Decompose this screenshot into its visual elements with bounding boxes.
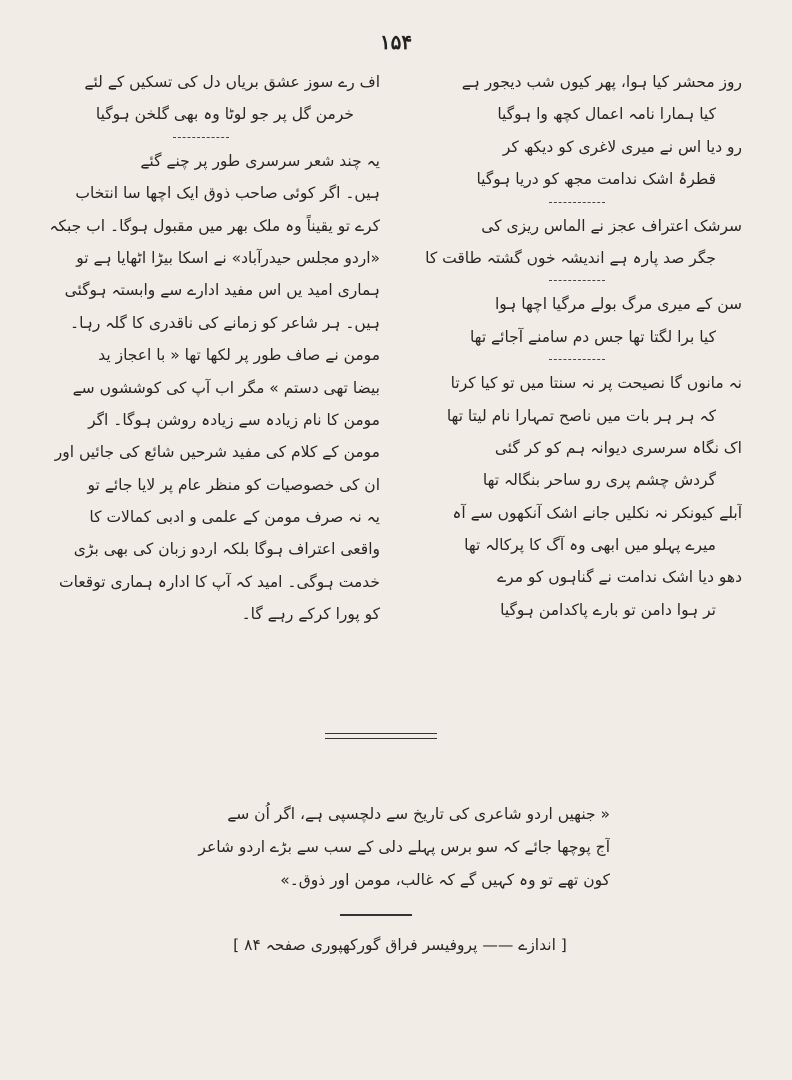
page-number: ۱۵۴ [379, 30, 413, 54]
verse-line: روز محشر کیا ہوا، پھر کیوں شب دیجور ہے [461, 73, 742, 91]
verse-line: آبلے کیونکر نہ نکلیں جانے اشک آنکھوں سے آہ [452, 503, 742, 522]
text-line: اف رے سوز عشق بریاں دل کی تسکیں کے لئے [84, 73, 380, 91]
verse-line: گردش چشم پری رو ساحر بنگالہ تھا [482, 471, 716, 490]
verse-line: کہ ہر ہر بات میں ناصح تمہارا نام لیتا تھا [446, 406, 716, 425]
verse-line: میرے پہلو میں ابھی وہ آگ کا پرکالہ تھا [464, 536, 716, 555]
text-line: کرے تو یقیناً وہ ملک بھر میں مقبول ہوگا۔ اب جبکہ [49, 216, 380, 235]
verse-line: تر ہوا دامن تو بارے پاکدامن ہوگیا [500, 600, 716, 619]
text-line: ان کی خصوصیات کو منظر عام پر لایا جائے تو [87, 475, 380, 494]
quotation-line: « جنھیں اردو شاعری کی تاریخ سے دلچسپی ہے، اگر اُن سے [227, 805, 610, 823]
text-line: خدمت ہوگی۔ امید کہ آپ کا ادارہ ہماری توقعات [59, 572, 380, 591]
text-line: مومن کا نام زیادہ سے زیادہ روشن ہوگا۔ اگر [88, 410, 380, 429]
section-divider [325, 733, 437, 739]
verse-separator [412, 274, 742, 288]
verse-line: جگر صد پارہ ہے اندیشہ خوں گشتہ طاقت کا [425, 248, 716, 267]
text-line: کو پورا کرکے رہے گا۔ [241, 605, 380, 624]
verse-separator [22, 131, 380, 145]
text-line: خرمن گل پر جو لوٹا وہ بھی گلخن ہوگیا [95, 105, 354, 124]
quotation-line: آج پوچھا جائے کہ سو برس پہلے دلی کے سب سے بڑے اردو شاعر [198, 838, 610, 856]
text-line: یہ چند شعر سرسری طور پر چنے گئے [140, 151, 380, 170]
verse-line: سرشک اعتراف عجز نے الماس ریزی کی [481, 216, 742, 235]
left-column-text [22, 66, 380, 631]
verse-line: اک نگاہ سرسری دیوانہ ہم کو کر گئی [494, 438, 742, 457]
verse-line: سن کے میری مرگ بولے مرگیا اچھا ہوا [494, 295, 742, 314]
verse-separator [412, 353, 742, 367]
text-line: مومن نے صاف طور پر لکھا تھا « با اعجاز ید [98, 346, 380, 365]
right-column-verses [412, 66, 742, 626]
text-line: ہماری امید یں اس مفید ادارے سے وابستہ ہوگئی [64, 281, 380, 300]
text-line: یہ نہ صرف مومن کے علمی و ادبی کمالات کا [89, 508, 380, 527]
quotation-block [150, 798, 610, 897]
text-line: مومن کے کلام کی مفید شرحیں شائع کی جائیں اور [54, 443, 380, 462]
text-line: ہیں۔ ہر شاعر کو زمانے کی ناقدری کا گلہ رہا۔ [70, 313, 380, 332]
quotation-rule [340, 914, 412, 916]
verse-line: دھو دیا اشک ندامت نے گناہوں کو مرے [497, 568, 742, 587]
text-line: «اردو مجلس حیدرآباد» نے اسکا بیڑا اٹھایا ہے تو [76, 248, 380, 267]
verse-separator [412, 196, 742, 210]
verse-line: کیا برا لگتا تھا جس دم سامنے آجائے تھا [469, 327, 716, 346]
text-line: ہیں۔ اگر کوئی صاحب ذوق ایک اچھا سا انتخاب [75, 184, 380, 203]
verse-line: نہ مانوں گا نصیحت پر نہ سنتا میں تو کیا کرتا [450, 374, 742, 393]
verse-line: کیا ہمارا نامہ اعمال کچھ وا ہوگیا [497, 105, 716, 124]
text-line: بیضا تھی دستم » مگر اب آپ کی کوششوں سے [72, 378, 380, 397]
text-line: واقعی اعتراف ہوگا بلکہ اردو زبان کی بھی بڑی [73, 540, 380, 559]
citation [150, 930, 650, 960]
verse-line: رو دیا اس نے میری لاغری کو دیکھ کر [502, 137, 742, 156]
citation-text: [ اندازے —— پروفیسر فراق گورکھپوری صفحہ ۸۴ ] [233, 936, 567, 954]
quotation-line: کون تھے تو وہ کہیں گے کہ غالب، مومن اور ذوق۔» [280, 871, 610, 889]
verse-line: قطرۂ اشک ندامت مجھ کو دریا ہوگیا [476, 170, 716, 189]
